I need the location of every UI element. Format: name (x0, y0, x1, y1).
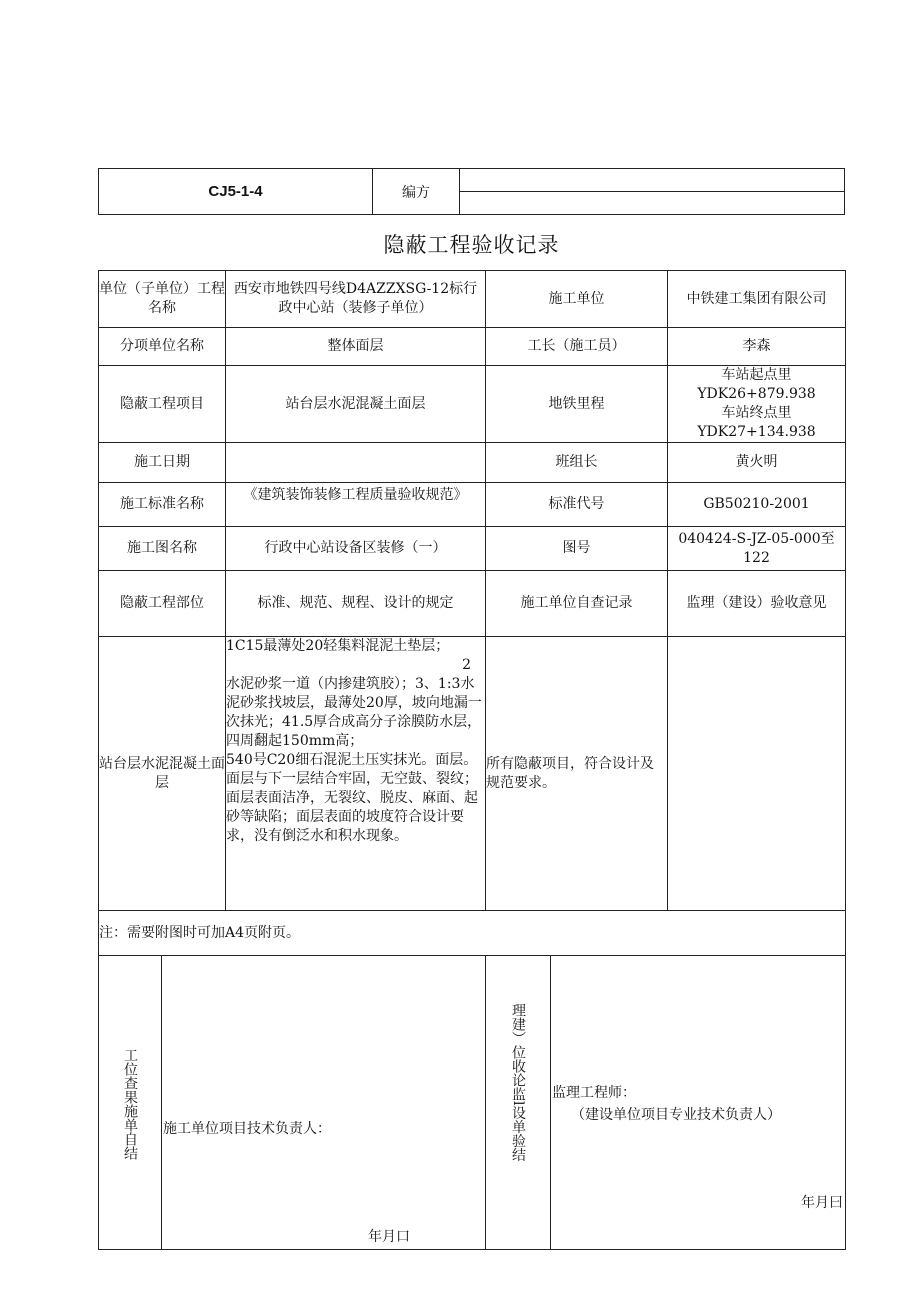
drawing-no-label: 图号 (486, 527, 668, 571)
supervision-engineer: 监理工程师： (552, 1085, 636, 1101)
construction-vertical-label: 工位查果施单自结 (122, 1047, 138, 1160)
spec-line-4: 540号C20细石混泥土压实抹光。面层。面层与下一层结合牢固，无空鼓、裂纹；面层表面洁净，无裂纹、脱皮、麻面、起砂等缺陷；面层表面的坡度符合设计要求，没有倒泛水和积水现象。 (226, 752, 478, 844)
team-leader-label: 班组长 (486, 443, 668, 483)
col-header-standard: 标准、规范、规程、设计的规定 (226, 571, 486, 637)
standard-value: 《建筑装饰装修工程质量验收规范》 (226, 483, 486, 527)
standard-code-label: 标准代号 (486, 483, 668, 527)
spec-line-3: 水泥砂浆一道（内掺建筑胶）；3、1:3水泥砂浆找坡层，最薄处20厚，坡向地漏一次抹光；41.5厚合成高分子涂膜防水层，四周翻起150mm高； (226, 676, 482, 749)
subitem-value: 整体面层 (226, 328, 486, 366)
spec-line-1: 1C15最薄处20轻集料混泥土垫层； (226, 638, 450, 654)
standard-code-value: GB50210-2001 (668, 483, 846, 527)
project-label: 单位（子单位）工程名称 (99, 271, 226, 328)
col-header-self-check: 施工单位自查记录 (486, 571, 668, 637)
bianfang-field-2 (460, 192, 845, 215)
supervision-date: 年月曰 (801, 1195, 843, 1211)
row-drawing (99, 527, 846, 571)
detail-part: 站台层水泥混凝土面层 (99, 637, 226, 911)
foreman-value: 李森 (668, 328, 846, 366)
col-header-part: 隐蔽工程部位 (99, 571, 226, 637)
row-signoff (99, 956, 846, 1250)
supervision-owner: （建设单位项目专业技术负责人） (571, 1107, 781, 1123)
supervision-vertical-cell (486, 956, 551, 1250)
code-table (98, 168, 845, 215)
bianfang-label: 编方 (373, 169, 460, 215)
foreman-label: 工长（施工员） (486, 328, 668, 366)
construction-signoff-cell (162, 956, 486, 1250)
hidden-project-value: 站台层水泥混凝土面层 (226, 366, 486, 443)
drawing-value: 行政中心站设备区装修（一） (226, 527, 486, 571)
row-date (99, 443, 846, 483)
date-label: 施工日期 (99, 443, 226, 483)
row-column-headers (99, 571, 846, 637)
detail-self-check: 所有隐蔽项目，符合设计及规范要求。 (486, 637, 668, 911)
row-standard (99, 483, 846, 527)
construction-unit-value: 中铁建工集团有限公司 (668, 271, 846, 328)
construction-unit-label: 施工单位 (486, 271, 668, 328)
construction-date: 年月口 (368, 1229, 410, 1245)
date-value (226, 443, 486, 483)
note: 注：需要附图时可加A4页附页。 (99, 911, 846, 956)
subitem-label: 分项单位名称 (99, 328, 226, 366)
construction-responsible: 施工单位项目技术负责人： (163, 1121, 331, 1137)
row-note (99, 911, 846, 956)
spec-line-2: 2 (462, 657, 471, 673)
row-project (99, 271, 846, 328)
row-subitem (99, 328, 846, 366)
supervision-signoff-cell (551, 956, 846, 1250)
drawing-no-value: 040424-S-JZ-05-000至122 (668, 527, 846, 571)
row-hidden-project (99, 366, 846, 443)
detail-supervision (668, 637, 846, 911)
mileage-label: 地铁里程 (486, 366, 668, 443)
col-header-supervision: 监理（建设）验收意见 (668, 571, 846, 637)
construction-vertical-cell (99, 956, 162, 1250)
mileage-end: 车站终点里YDK27+134.938 (697, 405, 816, 440)
hidden-project-label: 隐蔽工程项目 (99, 366, 226, 443)
bianfang-field-1 (460, 169, 845, 192)
mileage-value (668, 366, 846, 443)
form-code: CJ5-1-4 (99, 169, 373, 215)
inspection-table (98, 270, 846, 1250)
supervision-vertical-label: 理建）位收论监l设单验结 (510, 1003, 526, 1162)
team-leader-value: 黄火明 (668, 443, 846, 483)
project-value: 西安市地铁四号线D4AZZXSG-12标行政中心站（装修子单位） (226, 271, 486, 328)
standard-label: 施工标准名称 (99, 483, 226, 527)
row-detail (99, 637, 846, 911)
document-title: 隐蔽工程验收记录 (383, 233, 560, 257)
drawing-label: 施工图名称 (99, 527, 226, 571)
detail-spec (226, 637, 486, 911)
mileage-start: 车站起点里YDK26+879.938 (697, 367, 816, 402)
